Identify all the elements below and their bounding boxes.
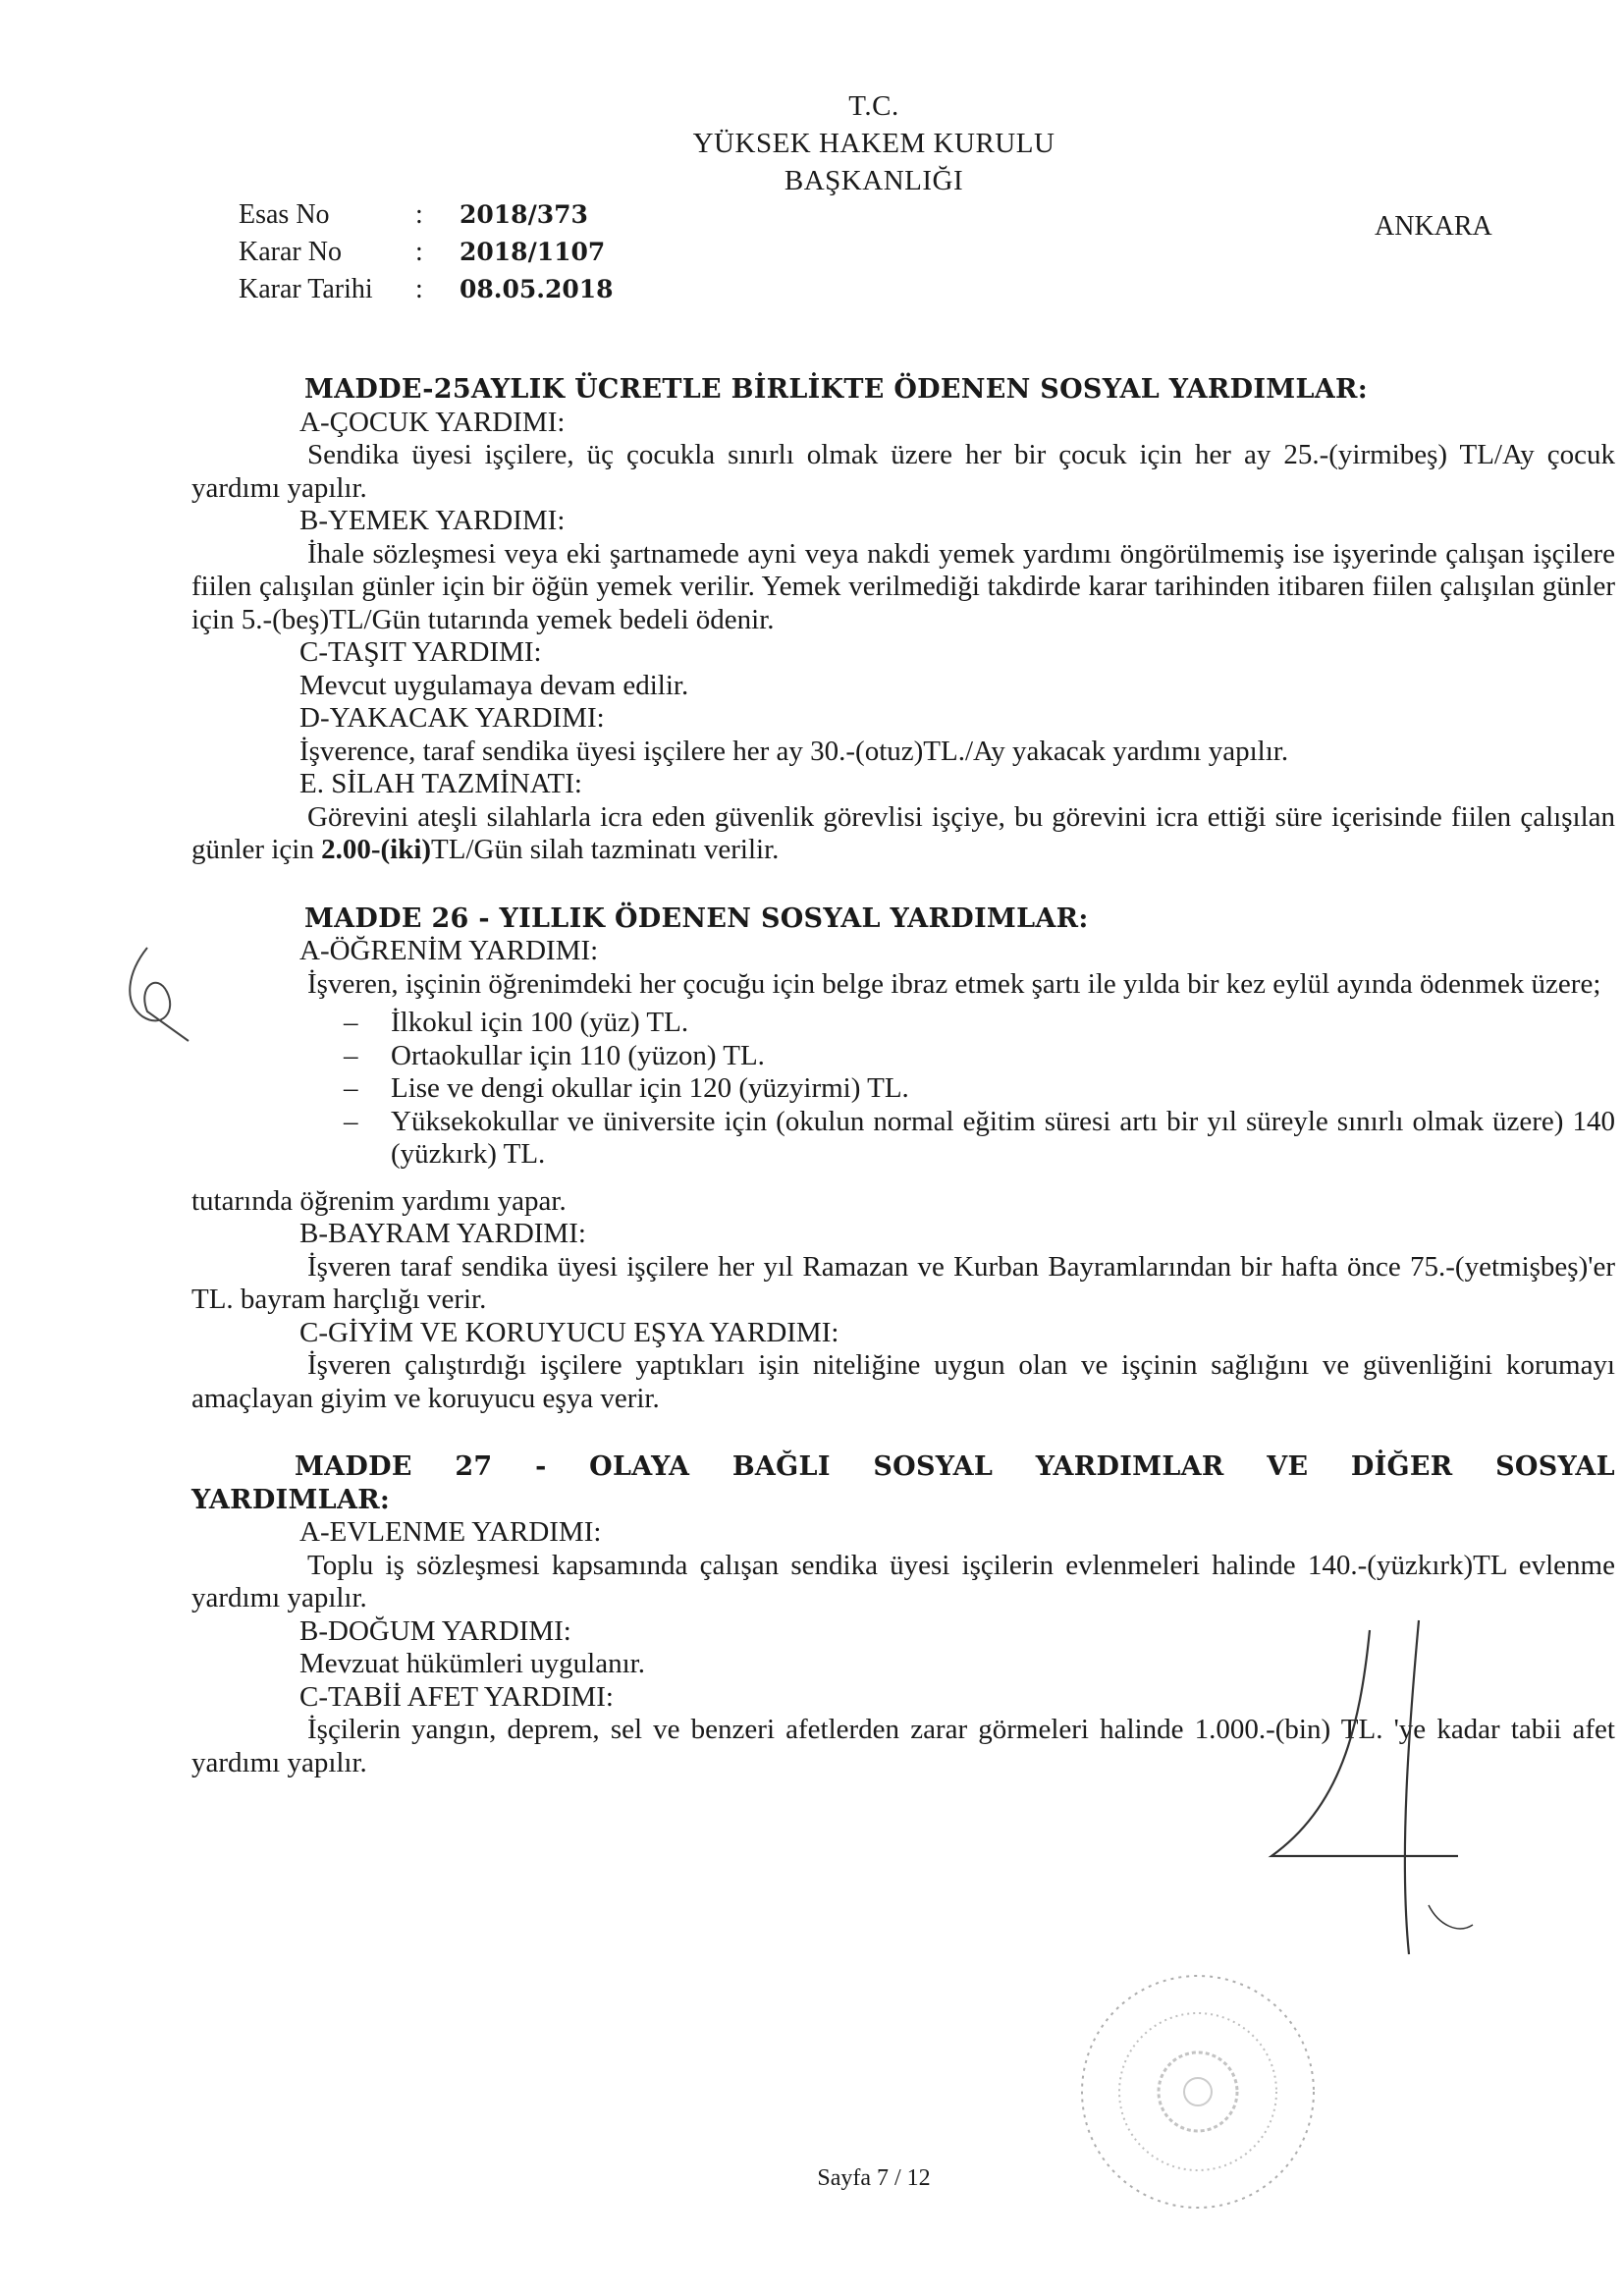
header-department: BAŞKANLIĞI bbox=[784, 165, 964, 196]
list-item bbox=[344, 1007, 1615, 1040]
madde27-title-word: YARDIMLAR bbox=[1035, 1451, 1224, 1482]
madde27-title-word: BAĞLI bbox=[731, 1451, 831, 1482]
dash: – bbox=[344, 1007, 358, 1038]
list-item-text: Ortaokullar için 110 (yüzon) TL. bbox=[391, 1039, 765, 1071]
madde25-e-text-post: TL/Gün silah tazminatı verilir. bbox=[431, 834, 780, 865]
tarih-label: Karar Tarihi bbox=[239, 274, 373, 304]
esas-row bbox=[239, 196, 614, 234]
tarih-colon: : bbox=[415, 274, 423, 304]
document-body bbox=[191, 373, 1615, 1779]
city: ANKARA bbox=[1375, 211, 1492, 242]
madde27-title-word: 27 bbox=[455, 1451, 493, 1482]
madde27-title-word: DİĞER bbox=[1350, 1451, 1453, 1482]
madde25-e-title: E. SİLAH TAZMİNATI: bbox=[299, 768, 582, 799]
madde27-title-word: OLAYA bbox=[589, 1451, 690, 1482]
list-item-text: Yüksekokullar ve üniversite için (okulun normal eğitim süresi artı bir yıl süreyle sınırlı olmak üzere) 140 (yüzkırk) TL. bbox=[391, 1105, 1615, 1170]
list-item bbox=[344, 1072, 1615, 1106]
madde27-title-line2: YARDIMLAR: bbox=[191, 1484, 391, 1515]
seal-stamp bbox=[1070, 1964, 1325, 2219]
madde27-c-title: C-TABİİ AFET YARDIMI: bbox=[299, 1680, 614, 1713]
esas-value: 2018/373 bbox=[460, 200, 588, 229]
madde27-title bbox=[191, 1450, 1615, 1484]
madde27-title-word: - bbox=[535, 1451, 547, 1482]
madde25-c-text: Mevcut uygulamaya devam edilir. bbox=[299, 669, 689, 701]
list-item-text: İlkokul için 100 (yüz) TL. bbox=[391, 1007, 689, 1038]
madde25-e-text bbox=[191, 801, 1615, 867]
page-number: Sayfa 7 / 12 bbox=[817, 2165, 931, 2191]
education-amount-list bbox=[191, 1007, 1615, 1172]
madde25-c-title: C-TAŞIT YARDIMI: bbox=[299, 636, 542, 668]
madde25-e-text-pre: Görevini ateşli silahlarla icra eden güvenlik görevlisi işçiye, bu görevini icra ettiği süre içerisinde fiilen çalışılan günler için bbox=[191, 800, 1615, 865]
madde25-a-text: Sendika üyesi işçilere, üç çocukla sınırlı olmak üzere her bir çocuk için her ay 25.-(yirmibeş) TL/Ay çocuk yardımı yapılır. bbox=[191, 439, 1615, 504]
spacer bbox=[191, 867, 1615, 902]
dash: – bbox=[344, 1072, 358, 1104]
karar-colon: : bbox=[415, 237, 423, 267]
dash: – bbox=[344, 1105, 358, 1137]
madde25-a-title: A-ÇOCUK YARDIMI: bbox=[299, 406, 566, 438]
madde27-c-text: İşçilerin yangın, deprem, sel ve benzeri afetlerden zarar görmeleri halinde 1.000.-(bin) TL. 'ye kadar tabii afet yardımı yapılır. bbox=[191, 1714, 1615, 1778]
madde27-b-title: B-DOĞUM YARDIMI: bbox=[299, 1614, 571, 1647]
karar-label: Karar No bbox=[239, 237, 342, 267]
signature bbox=[1262, 1611, 1488, 1964]
tarih-row bbox=[239, 271, 614, 308]
madde26-c-text: İşveren çalıştırdığı işçilere yaptıkları işin niteliğine uygun olan ve işçinin sağlığını ve güvenliğini korumayı amaçlayan giyim ve koruyucu eşya verir. bbox=[191, 1349, 1615, 1414]
madde27-title-word: SOSYAL bbox=[1495, 1451, 1615, 1482]
esas-label: Esas No bbox=[239, 199, 330, 230]
madde26-a-title: A-ÖĞRENİM YARDIMI: bbox=[299, 935, 599, 966]
madde25-d-text: İşverence, taraf sendika üyesi işçilere her ay 30.-(otuz)TL./Ay yakacak yardımı yapılır. bbox=[299, 735, 1289, 767]
madde26-c-title: C-GİYİM VE KORUYUCU EŞYA YARDIMI: bbox=[299, 1316, 839, 1348]
tarih-value: 08.05.2018 bbox=[460, 275, 614, 303]
case-meta bbox=[239, 196, 614, 308]
madde27-title-word: VE bbox=[1267, 1451, 1309, 1482]
madde26-a-text: İşveren, işçinin öğrenimdeki her çocuğu için belge ibraz etmek şartı ile yılda bir kez eylül ayında ödenmek üzere; bbox=[307, 967, 1601, 1000]
karar-value: 2018/1107 bbox=[460, 238, 606, 266]
madde25-d-title: D-YAKACAK YARDIMI: bbox=[299, 702, 605, 734]
dash: – bbox=[344, 1039, 358, 1071]
list-item-text: Lise ve dengi okullar için 120 (yüzyirmi) TL. bbox=[391, 1072, 909, 1104]
madde25-b-title: B-YEMEK YARDIMI: bbox=[299, 505, 566, 536]
madde26-title: MADDE 26 - YILLIK ÖDENEN SOSYAL YARDIMLAR: bbox=[304, 902, 1089, 934]
madde27-a-title: A-EVLENME YARDIMI: bbox=[299, 1516, 602, 1548]
madde27-title-word: MADDE bbox=[295, 1451, 412, 1482]
madde26-b-text: İşveren taraf sendika üyesi işçilere her yıl Ramazan ve Kurban Bayramlarından bir hafta önce 75.-(yetmişbeş)'er TL. bayram harçlığı verir. bbox=[191, 1250, 1615, 1315]
madde27-a-text: Toplu iş sözleşmesi kapsamında çalışan sendika üyesi işçilerin evlenmeleri halinde 140.-(yüzkırk)TL evlenme yardımı yapılır. bbox=[191, 1549, 1615, 1613]
madde27-b-text: Mevzuat hükümleri uygulanır. bbox=[299, 1648, 645, 1679]
list-item bbox=[344, 1040, 1615, 1073]
handwritten-mark bbox=[118, 943, 206, 1051]
esas-colon: : bbox=[415, 199, 423, 230]
karar-row bbox=[239, 234, 614, 271]
list-item bbox=[344, 1106, 1615, 1172]
madde26-b-title: B-BAYRAM YARDIMI: bbox=[299, 1218, 586, 1249]
header-country: T.C. bbox=[848, 90, 899, 122]
spacer bbox=[191, 1415, 1615, 1450]
madde25-title: MADDE-25AYLIK ÜCRETLE BİRLİKTE ÖDENEN SOSYAL YARDIMLAR: bbox=[304, 374, 1368, 405]
madde25-b-text: İhale sözleşmesi veya eki şartnamede ayni veya nakdi yemek yardımı öngörülmemiş ise işyerinde çalışan işçilere fiilen çalışılan günler için bir öğün yemek verilir. Yemek verilmediği takdirde karar tarihinden itibaren fiilen çalışılan günler için 5.-(beş)TL/Gün tutarında yemek bedeli ödenir. bbox=[191, 537, 1615, 635]
header-organization: YÜKSEK HAKEM KURULU bbox=[692, 128, 1055, 159]
madde26-a-tail: tutarında öğrenim yardımı yapar. bbox=[191, 1184, 567, 1217]
madde25-e-text-bold: 2.00-(iki) bbox=[321, 834, 432, 865]
madde27-title-word: SOSYAL bbox=[873, 1451, 994, 1482]
